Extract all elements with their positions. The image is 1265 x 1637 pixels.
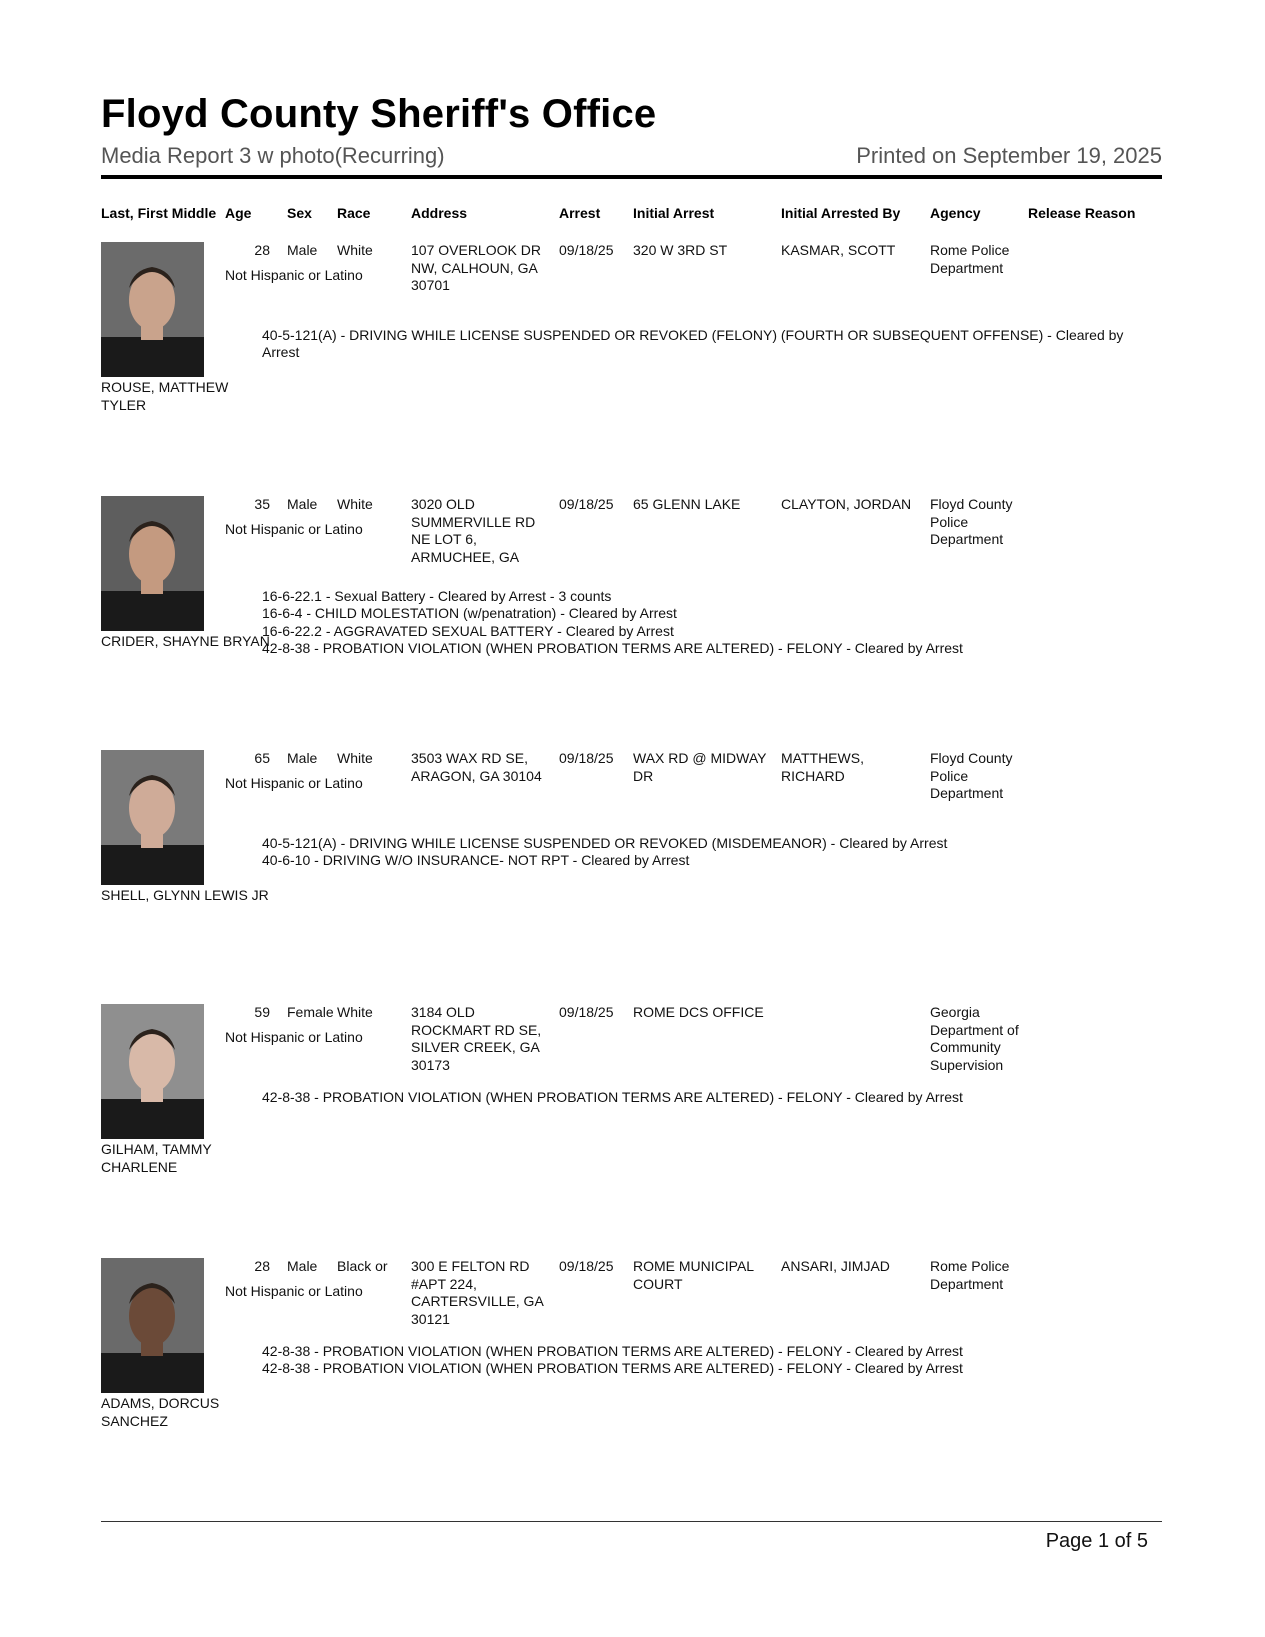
column-header-agency: Agency <box>930 205 981 221</box>
column-header-name: Last, First Middle <box>101 205 217 221</box>
ethnicity-value: Not Hispanic or Latino <box>225 267 363 283</box>
printed-date: Printed on September 19, 2025 <box>856 143 1162 168</box>
charges-list <box>262 835 1162 870</box>
column-header-age: Age <box>225 205 252 221</box>
age-value: 28 <box>254 1258 270 1274</box>
charge-item: 42-8-38 - PROBATION VIOLATION (WHEN PROBATION TERMS ARE ALTERED) - FELONY - Cleared by Arrest <box>262 1360 963 1377</box>
age-value: 28 <box>254 242 270 258</box>
inmate-name: SHELL, GLYNN LEWIS JR <box>101 887 269 903</box>
race-value: White <box>337 242 373 258</box>
agency-value: Rome Police Department <box>930 242 1010 276</box>
race-value: White <box>337 750 373 766</box>
mugshot-photo <box>101 1004 204 1139</box>
mugshot-photo <box>101 1258 204 1393</box>
address-value: 3503 WAX RD SE, ARAGON, GA 30104 <box>411 750 542 784</box>
charges-list <box>262 327 1162 362</box>
age-value: 35 <box>254 496 270 512</box>
mugshot-photo <box>101 496 204 631</box>
table-row <box>0 750 1265 1000</box>
table-row <box>0 496 1265 746</box>
charge-item: 42-8-38 - PROBATION VIOLATION (WHEN PROBATION TERMS ARE ALTERED) - FELONY - Cleared by Arrest <box>262 639 963 656</box>
charge-item: 16-6-4 - CHILD MOLESTATION (w/penatration) - Cleared by Arrest <box>262 605 677 622</box>
sex-value: Male <box>287 242 318 258</box>
ethnicity-value: Not Hispanic or Latino <box>225 521 363 537</box>
table-row <box>0 1258 1265 1508</box>
charge-item: 16-6-22.1 - Sexual Battery - Cleared by Arrest - 3 counts <box>262 588 612 604</box>
sex-value: Female <box>287 1004 334 1020</box>
race-value: Black or <box>337 1258 388 1274</box>
initial-arrest-location: 320 W 3RD ST <box>633 242 728 258</box>
sex-value: Male <box>287 750 318 766</box>
initial-arrest-location: WAX RD @ MIDWAY DR <box>633 750 767 784</box>
race-value: White <box>337 1004 373 1020</box>
charges-list <box>262 1343 1162 1378</box>
charge-item: 42-8-38 - PROBATION VIOLATION (WHEN PROBATION TERMS ARE ALTERED) - FELONY - Cleared by Arrest <box>262 1089 963 1105</box>
arrest-date: 09/18/25 <box>559 750 614 766</box>
address-value: 3184 OLD ROCKMART RD SE, SILVER CREEK, GA 30173 <box>411 1004 542 1073</box>
table-row <box>0 242 1265 492</box>
arrest-date: 09/18/25 <box>559 1258 614 1274</box>
mugshot-photo <box>101 242 204 377</box>
charges-list <box>262 1089 1162 1106</box>
agency-value: Rome Police Department <box>930 1258 1010 1292</box>
initial-arrested-by: MATTHEWS, RICHARD <box>781 750 864 784</box>
charge-item: 40-5-121(A) - DRIVING WHILE LICENSE SUSPENDED OR REVOKED (FELONY) (FOURTH OR SUBSEQUENT OFFENSE) - Cleared by Arrest <box>262 327 1124 361</box>
column-header-race: Race <box>337 205 371 221</box>
arrest-date: 09/18/25 <box>559 1004 614 1020</box>
charges-list <box>262 588 1162 657</box>
charge-item: 16-6-22.2 - AGGRAVATED SEXUAL BATTERY - Cleared by Arrest <box>262 622 674 639</box>
ethnicity-value: Not Hispanic or Latino <box>225 1283 363 1299</box>
inmate-name: ROUSE, MATTHEW TYLER <box>101 379 229 413</box>
address-value: 107 OVERLOOK DR NW, CALHOUN, GA 30701 <box>411 242 541 293</box>
report-title: Floyd County Sheriff's Office <box>101 92 657 136</box>
inmate-name: CRIDER, SHAYNE BRYAN <box>101 633 270 649</box>
initial-arrest-location: ROME DCS OFFICE <box>633 1004 764 1020</box>
charge-item: 42-8-38 - PROBATION VIOLATION (WHEN PROBATION TERMS ARE ALTERED) - FELONY - Cleared by Arrest <box>262 1343 963 1359</box>
ethnicity-value: Not Hispanic or Latino <box>225 775 363 791</box>
column-header-release-reason: Release Reason <box>1028 205 1136 221</box>
sex-value: Male <box>287 496 318 512</box>
footer-rule <box>101 1521 1162 1522</box>
arrest-date: 09/18/25 <box>559 242 614 258</box>
agency-value: Floyd County Police Department <box>930 750 1013 801</box>
age-value: 65 <box>254 750 270 766</box>
report-subtitle: Media Report 3 w photo(Recurring) <box>101 143 445 168</box>
column-header-initial-arrest: Initial Arrest <box>633 205 715 221</box>
initial-arrested-by: CLAYTON, JORDAN <box>781 496 912 512</box>
ethnicity-value: Not Hispanic or Latino <box>225 1029 363 1045</box>
column-header-initial-arrested-by: Initial Arrested By <box>781 205 901 221</box>
inmate-name: ADAMS, DORCUS SANCHEZ <box>101 1395 220 1429</box>
charge-item: 40-6-10 - DRIVING W/O INSURANCE- NOT RPT - Cleared by Arrest <box>262 852 690 869</box>
initial-arrested-by: ANSARI, JIMJAD <box>781 1258 890 1274</box>
address-value: 3020 OLD SUMMERVILLE RD NE LOT 6, ARMUCHEE, GA <box>411 496 536 565</box>
table-row <box>0 1004 1265 1254</box>
initial-arrest-location: ROME MUNICIPAL COURT <box>633 1258 754 1292</box>
agency-value: Georgia Department of Community Supervision <box>930 1004 1019 1073</box>
column-header-address: Address <box>411 205 468 221</box>
address-value: 300 E FELTON RD #APT 224, CARTERSVILLE, GA 30121 <box>411 1258 544 1327</box>
column-header-arrest: Arrest <box>559 205 601 221</box>
initial-arrested-by: KASMAR, SCOTT <box>781 242 896 258</box>
sex-value: Male <box>287 1258 318 1274</box>
arrest-date: 09/18/25 <box>559 496 614 512</box>
column-header-sex: Sex <box>287 205 312 221</box>
initial-arrest-location: 65 GLENN LAKE <box>633 496 741 512</box>
age-value: 59 <box>254 1004 270 1020</box>
header-rule <box>101 175 1162 179</box>
mugshot-photo <box>101 750 204 885</box>
inmate-name: GILHAM, TAMMY CHARLENE <box>101 1141 212 1175</box>
agency-value: Floyd County Police Department <box>930 496 1013 547</box>
charge-item: 40-5-121(A) - DRIVING WHILE LICENSE SUSPENDED OR REVOKED (MISDEMEANOR) - Cleared by Arrest <box>262 835 948 851</box>
page-number: Page 1 of 5 <box>1045 1530 1148 1552</box>
race-value: White <box>337 496 373 512</box>
